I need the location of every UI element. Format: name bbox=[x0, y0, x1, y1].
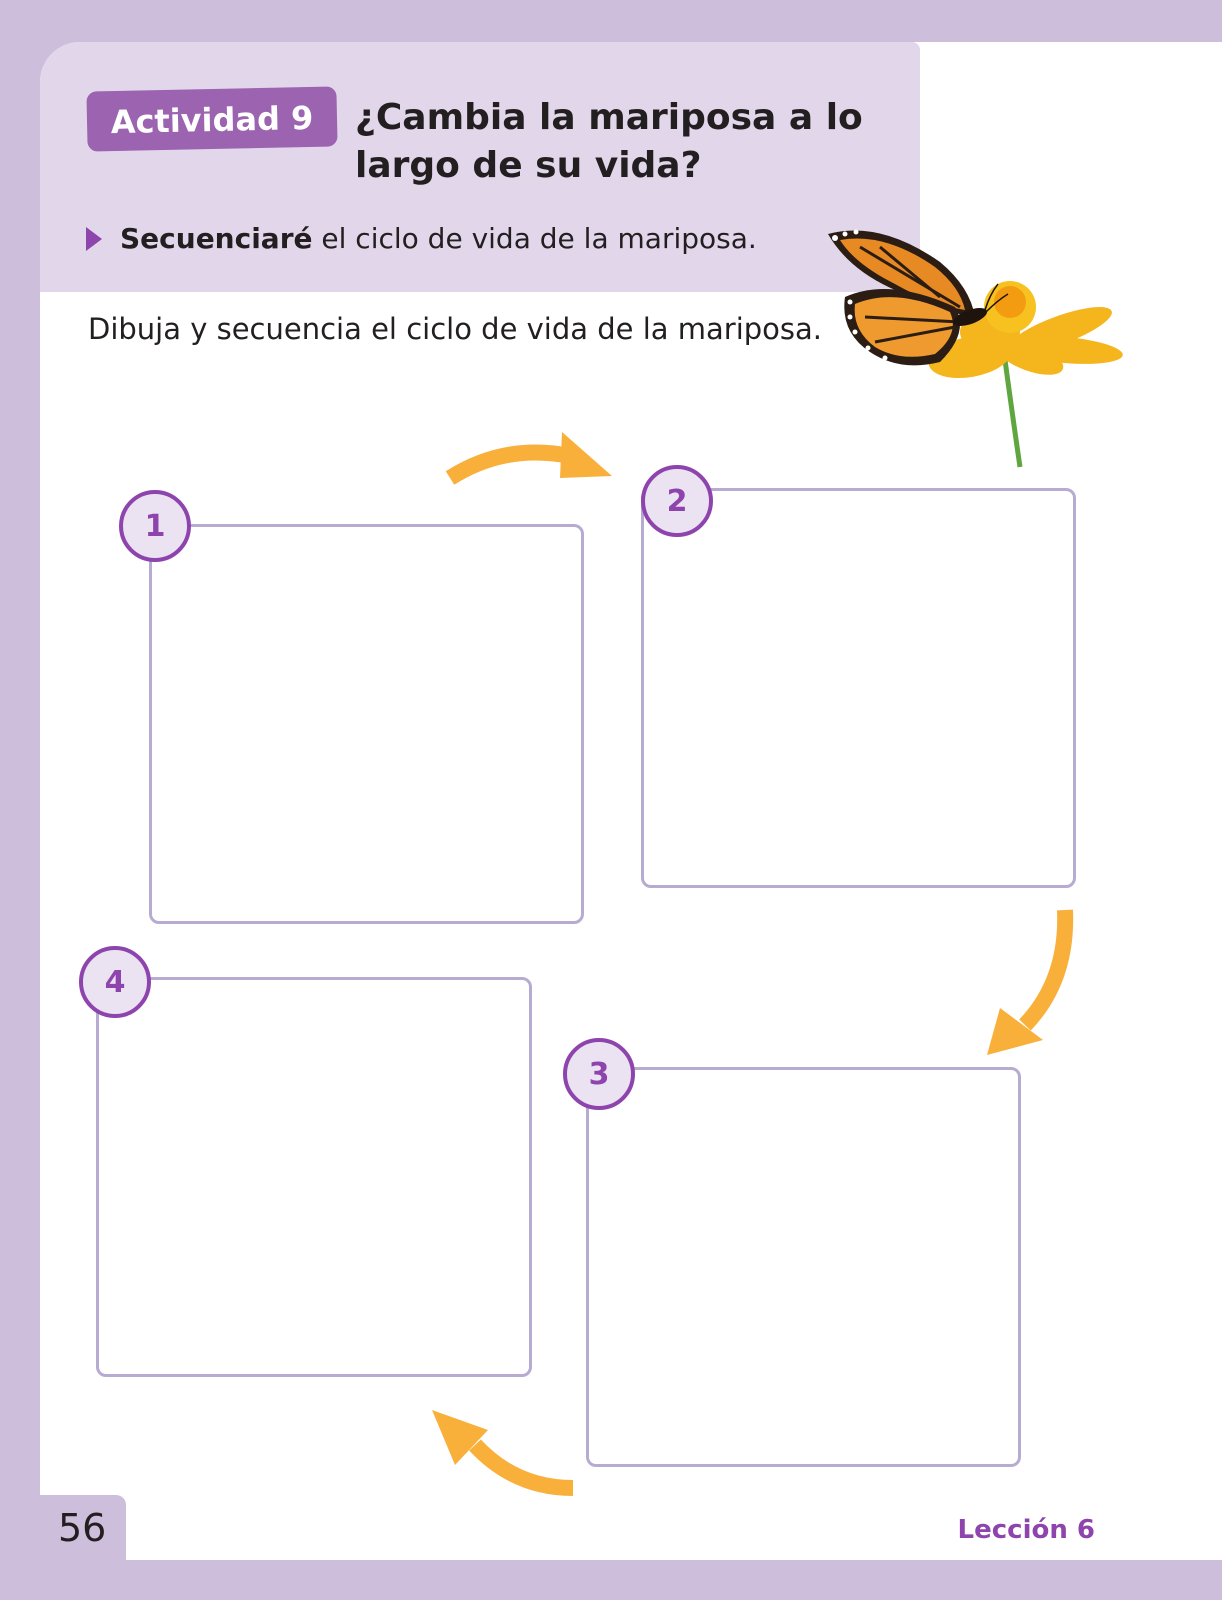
instruction-text: Dibuja y secuencia el ciclo de vida de la mariposa. bbox=[88, 312, 823, 346]
drawing-box-2[interactable] bbox=[641, 488, 1076, 888]
drawing-box-4[interactable] bbox=[96, 977, 532, 1377]
step-number-2: 2 bbox=[641, 465, 713, 537]
objective-text bbox=[120, 222, 757, 255]
drawing-box-1[interactable] bbox=[149, 524, 584, 924]
page-number: 56 bbox=[58, 1506, 107, 1550]
objective bbox=[86, 222, 757, 255]
activity-badge: Actividad 9 bbox=[86, 86, 337, 151]
title-line-2: largo de su vida? bbox=[355, 145, 702, 186]
step-number-4: 4 bbox=[79, 946, 151, 1018]
bullet-triangle-icon bbox=[86, 227, 102, 251]
butterfly-on-flower-illustration bbox=[820, 222, 1150, 472]
step-number-1: 1 bbox=[119, 490, 191, 562]
page-title bbox=[355, 94, 875, 190]
objective-verb: Secuenciaré bbox=[120, 222, 313, 255]
step-number-3: 3 bbox=[563, 1038, 635, 1110]
title-line-1: ¿Cambia la mariposa a lo bbox=[355, 97, 863, 138]
drawing-box-3[interactable] bbox=[586, 1067, 1021, 1467]
objective-rest: el ciclo de vida de la mariposa. bbox=[312, 222, 757, 255]
lesson-label: Lección 6 bbox=[957, 1515, 1095, 1545]
